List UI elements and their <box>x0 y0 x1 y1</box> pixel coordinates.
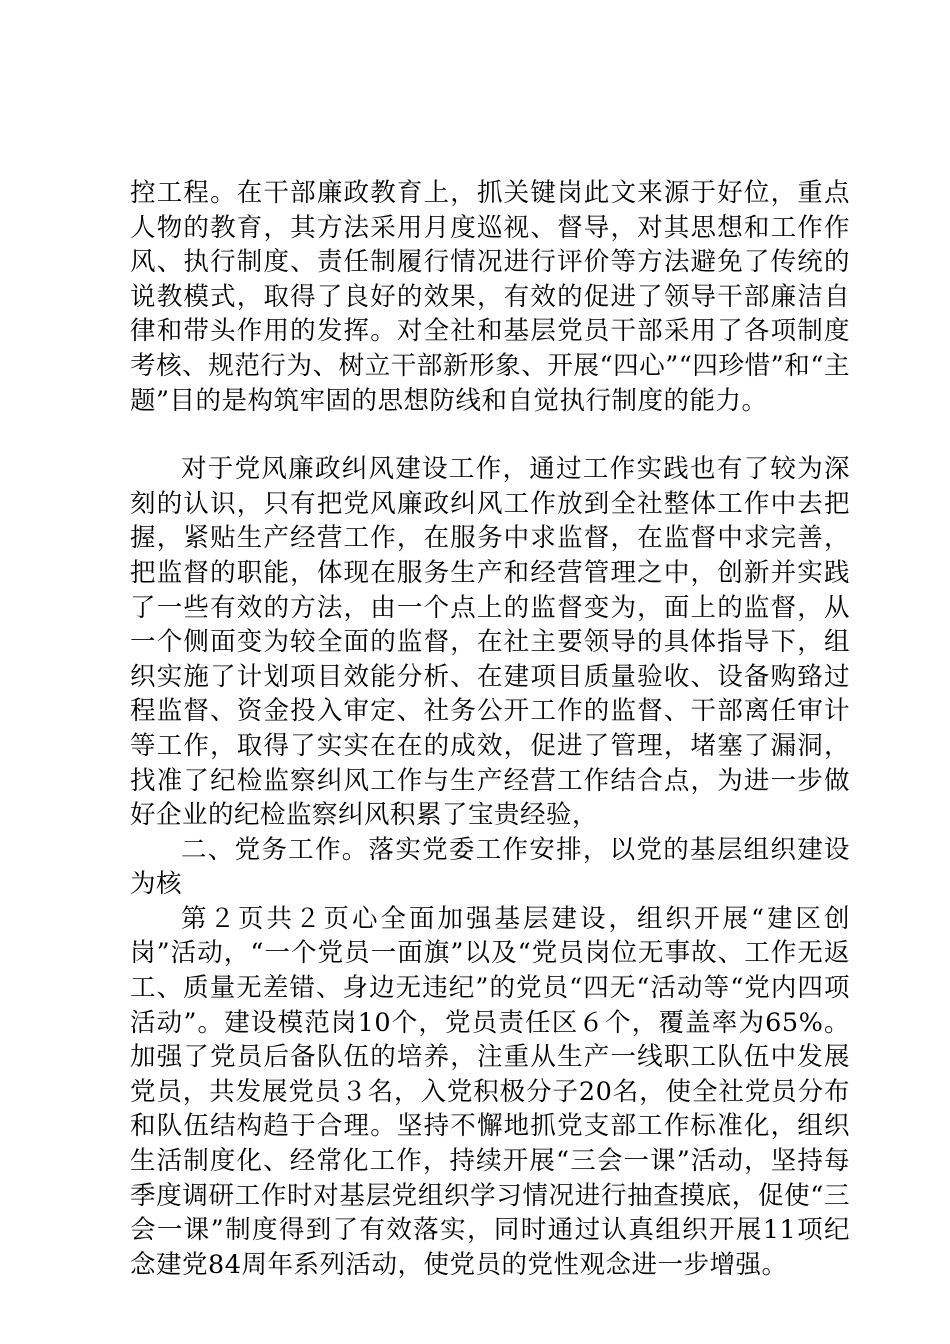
paragraph-3: 二、党务工作。落实党委工作安排，以党的基层组织建设为核 <box>130 834 850 900</box>
paragraph-2: 对于党风廉政纠风建设工作，通过工作实践也有了较为深刻的认识，只有把党风廉政纠风工作放到全社整体工作中去把握，紧贴生产经营工作，在服务中求监督，在监督中求完善，把监督的职能，体现在服务生产和经营管理之中，创新并实践了一些有效的方法，由一个点上的监督变为，面上的监督，从一个侧面变为较全面的监督，在社主要领导的具体指导下，组织实施了计划项目效能分析、在建项目质量验收、设备购臵过程监督、资金投入审定、社务公开工作的监督、干部离任审计等工作，取得了实实在在的成效，促进了管理，堵塞了漏洞，找准了纪检监察纠风工作与生产经营工作结合点，为进一步做好企业的纪检监察纠风积累了宝贵经验， <box>130 454 850 831</box>
document-page <box>130 176 850 1282</box>
paragraph-1: 控工程。在干部廉政教育上，抓关键岗此文来源于好位，重点人物的教育，其方法采用月度巡视、督导，对其思想和工作作风、执行制度、责任制履行情况进行评价等方法避免了传统的说教模式，取得了良好的效果，有效的促进了领导干部廉洁自律和带头作用的发挥。对全社和基层党员干部采用了各项制度考核、规范行为、树立干部新形象、开展“四心”“四珍惜”和“主题”目的是构筑牢固的思想防线和自觉执行制度的能力。 <box>130 178 850 416</box>
paragraph-gap <box>130 418 850 452</box>
paragraph-4: 第２页共２页心全面加强基层建设，组织开展“建区创岗”活动，“一个党员一面旗”以及“党员岗位无事故、工作无返工、质量无差错、身边无违纪”的党员“四无“活动等“党内四项活动”。建设模范岗10个，党员责任区６个，覆盖率为65%。加强了党员后备队伍的培养，注重从生产一线职工队伍中发展党员，共发展党员３名，入党积极分子20名，使全社党员分布和队伍结构趋于合理。坚持不懈地抓党支部工作标准化，组织生活制度化、经常化工作，持续开展“三会一课”活动，坚持每季度调研工作时对基层党组织学习情况进行抽查摸底，促使“三会一课”制度得到了有效落实，同时通过认真组织开展11项纪念建党84周年系列活动，使党员的党性观念进一步增强。 <box>130 903 850 1280</box>
